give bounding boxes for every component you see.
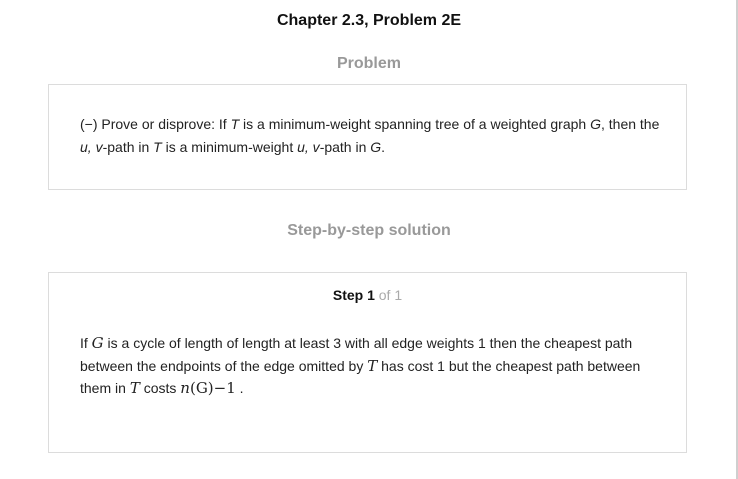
math-n: n xyxy=(180,379,190,397)
problem-text-part: -path in xyxy=(102,139,154,155)
step-indicator xyxy=(49,287,686,303)
variable-g: G xyxy=(590,116,601,132)
solution-text-part: . xyxy=(235,380,244,396)
math-g: G xyxy=(91,334,104,352)
solution-text-part: has cost 1 but the cheapest path between them in xyxy=(80,357,641,396)
solution-heading: Step-by-step solution xyxy=(287,222,451,239)
problem-text-part: -path in xyxy=(319,139,371,155)
math-t: T xyxy=(367,356,378,375)
page-title: Chapter 2.3, Problem 2E xyxy=(276,12,462,29)
solution-card xyxy=(48,272,687,453)
problem-card xyxy=(48,84,687,190)
problem-statement xyxy=(80,113,670,159)
problem-text-part: is a minimum-weight xyxy=(161,139,298,155)
step-total: of 1 xyxy=(378,287,403,303)
solution-text-part: is a cycle of length of length at least 3 with all edge weights 1 then the cheapest path between the endpoints of the edge omitted by xyxy=(80,335,633,374)
variable-t: T xyxy=(153,139,162,155)
problem-text-part: . xyxy=(381,139,386,155)
problem-text-part: , then the xyxy=(600,116,660,132)
solution-body xyxy=(80,332,670,400)
variable-uv: u, v xyxy=(80,139,103,155)
problem-text-part: is a minimum-weight spanning tree of a weighted graph xyxy=(239,116,591,132)
problem-heading: Problem xyxy=(336,55,401,72)
math-t: T xyxy=(129,379,140,397)
step-label: Step 1 xyxy=(332,287,375,303)
variable-t: T xyxy=(230,116,240,132)
variable-g: G xyxy=(370,139,382,155)
variable-uv: u, v xyxy=(297,139,320,155)
problem-text-prefix: (−) Prove or disprove: If xyxy=(80,116,231,132)
math-n-of-g: (G)−1 xyxy=(189,379,236,397)
solution-text-part: costs xyxy=(143,380,181,396)
solution-text-part: If xyxy=(80,335,92,351)
